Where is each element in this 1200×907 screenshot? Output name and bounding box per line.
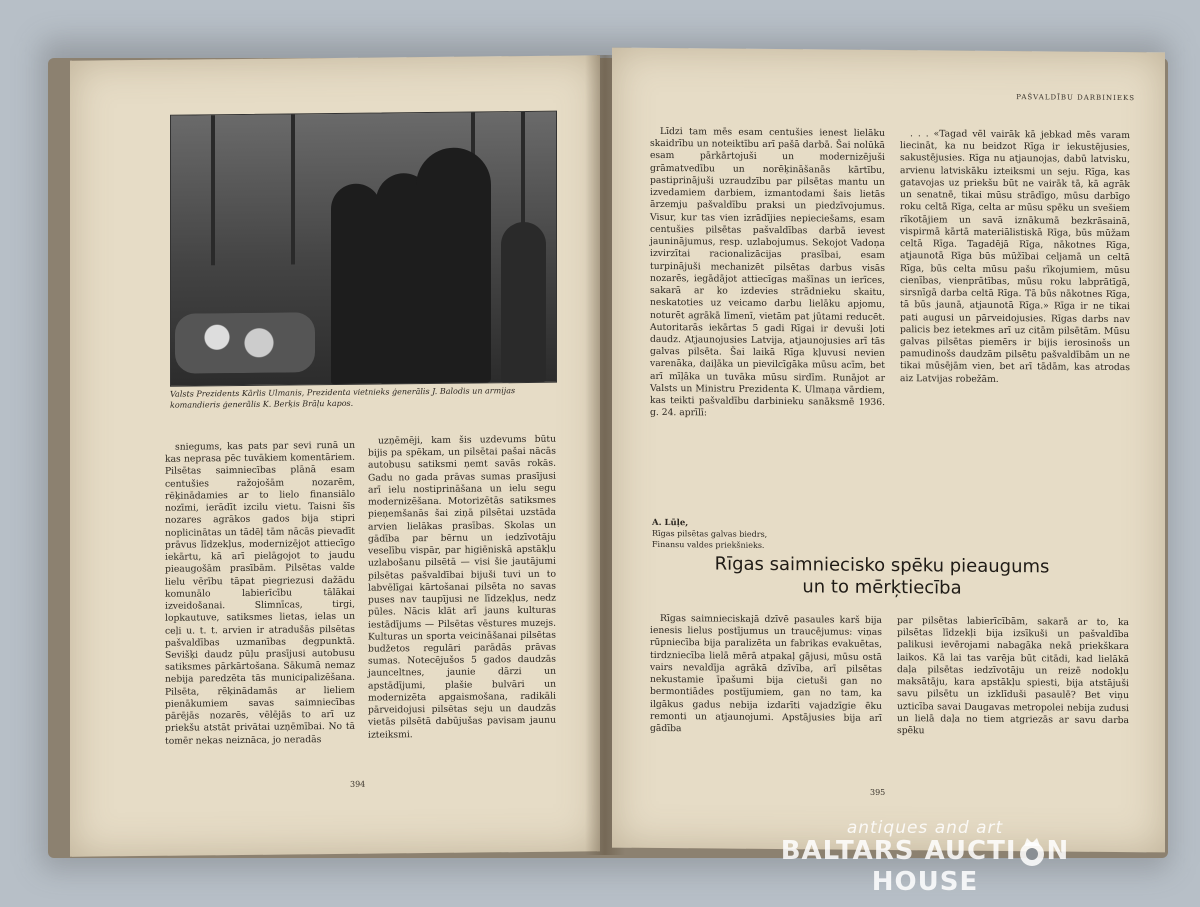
right-column-2: [900, 128, 1130, 387]
author-block: [652, 518, 767, 552]
tree-trunk: [291, 114, 295, 264]
left-page: [70, 55, 600, 857]
watermark-brand-part-1: BALTARS AUCTI: [780, 836, 1017, 866]
tree-trunk: [211, 115, 215, 265]
watermark-tagline: antiques and art: [846, 818, 1004, 838]
article-title-line-1: Rīgas saimniecisko spēku pieaugums: [714, 553, 1050, 578]
figure-president: [416, 147, 491, 383]
crown-logo-icon: [1017, 837, 1047, 867]
left-column-2-text: uzņēmēji, kam šis uzdevums būtu bijis pa spēkam, un pilsētai pašai nācās autobusu satiksmi ņemt savās rokās. Gadu no gada prāvas sumas prasījusi arī ielu nostiprināšana un ielu segu modernizēšana. Motorizētās satiksmes pieņemšanās šai ziņā pilsētai uzstāda arvien lielākas prasības. Skolas un gādība par bērnu un iedzīvotāju veselību vispār, par higiēniskā apstākļu uzlabošanu pilsētā — visi šie jautājumi pilsētas pašvaldībai bijuši tuvi un to labvēlīgai kārtošanai pilsēta no savas puses nav taupījusi ne līdzekļus, nedz pūles. Nācis klāt arī jauns kulturas iestādījums — Pilsētas vēstures muzejs. Kulturas un sporta veicināšanai pilsētas budžetos regulāri parādās prāvas sumas. Notecējušos 5 gados daudzās jaunceltnes, jaunie dārzi un apstādījumi, plašie bulvāri un modernizēta apgaismošana, radikāli pārveidojusi pilsētas seju un daudzās vietās pilsētā dabūjušas pavisam jaunu izteiksmi.: [368, 433, 556, 741]
article-column-1-text: Rīgas saimnieciskajā dzīvē pasaules karš bija ienesis lielus postījumus un traucējumus: viņas rūpniecība bija paralizēta un fabrikas evakuētas, tirdzniecība lielā mērā atpakaļ gājusi, mūsu ostā vairs nevaldīja agrākā dzīvība, arī pilsētas nekustamie īpašumi bija cietuši gan no bermontiādes postījumiem, gan no tam, ka ilgākus gadus nebija izdarīti vajadzīgie ēku remonti un atjaunojumi. Apstājusies bija arī gādība: [650, 613, 882, 735]
left-column-2: [368, 434, 556, 742]
figure-general: [331, 184, 381, 385]
photo-caption: Valsts Prezidents Kārlis Ulmanis, Prezidenta vietnieks ģenerālis J. Balodis un armijas komandieris ģenerālis K. Berķis Brāļu kapos.: [170, 386, 516, 410]
flower-wreaths: [175, 312, 315, 373]
watermark-brand: [735, 836, 1115, 897]
author-role-2: Finansu valdes priekšnieks.: [652, 540, 765, 551]
left-page-number: 394: [350, 779, 366, 789]
article-column-1: [650, 613, 882, 737]
watermark-brand-part-2: N HOUSE: [871, 836, 1070, 897]
right-column-2-text: . . . «Tagad vēl vairāk kā jebkad mēs varam liecināt, ka nu beidzot Rīga ir iekustējusies, sakustējusies. Rīga nu atjaunojas, dabū latvisku, arvienu latviskāku izteiksmi un seju. Rīga, kas gatavojas uz priekšu būt ne vairāk tā, kā agrāk un senatnē, tikai mūsu strādīgo, mūsu darbīgo roku celtā Rīga, celta ar mūsu spēku un svešiem rīkotājiem un savā iznākumā bezkrāsainā, vispirmā kārtā materiālistiskā Rīga, būs mūžam celtā Rīga. Tagadējā Rīga, nākotnes Rīga, atjaunotā Rīga būs mūžībai celjamā un celtā Rīga, būs celta mūsu pašu rīkojumiem, mūsu cienības, vienprātības, mūsu roku labprātīgā, sirsnīgā darba celtā Rīga. Tā būs nākotnes Rīga, tā būs jaunā, atjaunotā Rīga.» Rīga ir ne tikai pati augusi un pārveidojusies. Rīgas darbs nav palicis bez ietekmes arī uz citām pilsētām. Mūsu galvas pilsētas piemērs ir bijis ierosinošs un pamudinošs daudzām pilsētu pašvaldībām un ne tikai mūsējām vien, bet arī tādām, kas atrodas aiz Latvijas robežām.: [900, 128, 1130, 385]
right-page: [612, 48, 1165, 853]
author-name: A. Lūļe,: [652, 517, 689, 529]
article-title-line-2: un to mērķtiecība: [802, 575, 962, 599]
article-title: [692, 553, 1072, 600]
article-column-2: [897, 615, 1129, 739]
figure-background: [501, 222, 546, 382]
historical-photo: [170, 111, 557, 387]
right-page-number: 395: [870, 787, 886, 797]
left-column-1: [165, 440, 355, 748]
article-column-2-text: par pilsētas labierīcībām, sakarā ar to, ka pilsētas līdzekļi bija izsīkuši un pašvaldība palikusi ievērojami nabagāka nekā priekškara laikos. Kā lai tas varēja būt citādi, kad lielākā daļa pilsētas iedzīvotāju un reizē nodokļu maksātāju, kara apstākļu spiesti, bija atstājuši savu pilsētu un izklīduši pasaulē? Bet viņu uzticība savai Daugavas metropolei nebija zudusi un lielā daļa no tiem atgriezās ar savu darba spēku: [897, 615, 1129, 737]
right-column-1-text: Līdzi tam mēs esam centušies ienest lielāku skaidrību un noteiktību arī pašā darbā. Šai nolūkā esam pārkārtojuši un modernizējuši grāmatvedību un norēķināšanās kārtību, pastiprinājuši uzraudzību par pilsētas mantu un izvedamiem darbiem, izmantodami šais lietās ārzemju pašvaldību praksi un piedzīvojumus. Visur, kur tas vien izrādījies nepieciešams, esam centušies pilsētas pašvaldības darbā ievest jauninājumus, resp. uzlabojumus. Sekojot Vadoņa izvirzītai racionalizācijas prasībai, esam turpinājuši mechanizēt pilsētas darbus visās nozarēs, iegādājot attiecīgas mašīnas un ierīces, sakarā ar ko izdevies strādnieku skaitu, neskatoties uz veicamo darbu lielāku apjomu, noturēt agrākā līmenī, vietām pat jūtami reducēt. Autoritarās iekārtas 5 gadi Rīgai ir devuši ļoti daudz. Atjaunojusies Latvija, atjaunojusies arī tās galvas pilsēta. Šai laikā Rīga kļuvusi nevien varenāka, daiļāka un pievilcīgāka mūsu acīm, bet arī mīļāka un tuvāka mūsu sirdīm. Runājot ar Valsts un Ministru Prezidenta K. Ulmaņa vārdiem, kas teikti pašvaldību darbinieku sanāksmē 1936. g. 24. aprīlī:: [650, 126, 885, 419]
author-role-1: Rīgas pilsētas galvas biedrs,: [652, 529, 768, 540]
auction-house-watermark: [735, 818, 1115, 897]
left-column-1-text: sniegums, kas pats par sevi runā un kas neprasa pēc tuvākiem komentāriem. Pilsētas saimniecības plānā esam centušies ražojošām nozarēm, rēķinādamies ar to lielo finansiālo nozīmi, ierādīt izcilu vietu. Taisni šīs nozares agrākos gados bija stipri noplicinātas un tādēļ tām nācās pievadīt prāvus līdzekļus, modernizējot attiecīgo iekārtu, kā arī pielāgojot to jaudu pieaugošām prasībām. Pilsētas valde lielu vērību tāpat piegriezusi dažādu komunālo labierīcību tālākai izveidošanai. Slimnīcas, tirgi, lopkautuve, satiksmes lietas, ielas un ceļi u. t. t. arvien ir atradušās pilsētas pašvaldības uzmanības degpunktā. Sevišķi daudz pūļu prasījusi autobusu satiksmes pārkārtošana. Sākumā nemaz nebija paredzēta tās municipalizēšana. Pilsēta, rēķinādamās ar lieliem pienākumiem savas saimniecības pārējās nozarēs, vēlējās to arī uz priekšu atstāt privātai uzņēmībai. No tā tomēr nekas neiznāca, jo neradās: [165, 439, 355, 747]
running-header: PAŠVALDĪBU DARBINIEKS: [1016, 93, 1135, 103]
right-column-1: [650, 126, 885, 422]
